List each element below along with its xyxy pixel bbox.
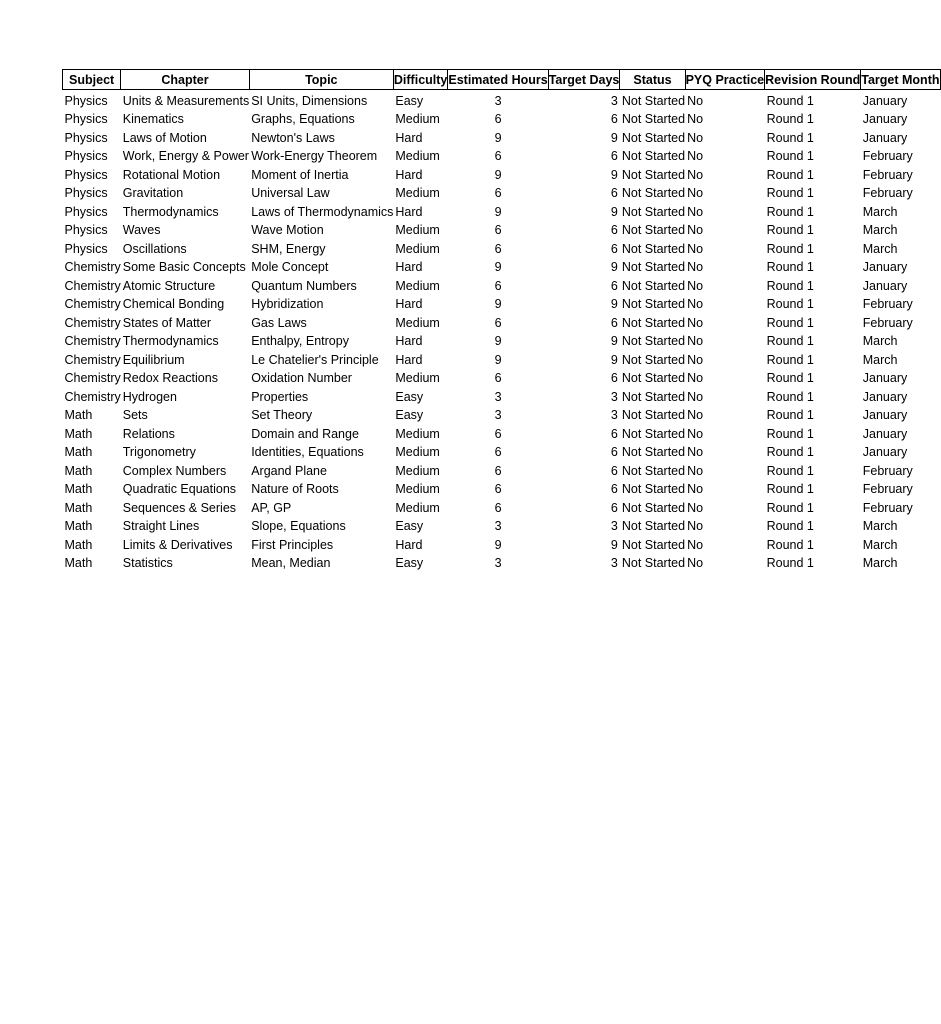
cell-status[interactable]: Not Started bbox=[621, 93, 686, 108]
cell-revision-round[interactable]: Round 1 bbox=[766, 371, 814, 385]
cell-difficulty[interactable]: Easy bbox=[395, 519, 424, 533]
cell-topic[interactable]: AP, GP bbox=[251, 500, 292, 515]
cell-revision-round[interactable]: Round 1 bbox=[766, 537, 814, 552]
cell-target-month[interactable]: February bbox=[862, 186, 913, 200]
cell-estimated-hours[interactable]: 6 bbox=[494, 482, 502, 496]
cell-subject[interactable]: Chemistry bbox=[64, 389, 121, 404]
table-row bbox=[63, 331, 941, 350]
cell-subject[interactable]: Physics bbox=[64, 167, 108, 182]
cell-status[interactable]: Not Started bbox=[621, 149, 686, 163]
cell-chapter[interactable]: Laws of Motion bbox=[122, 130, 207, 145]
cell-pyq-practice[interactable]: No bbox=[687, 371, 704, 385]
cell-pyq-practice[interactable]: No bbox=[687, 204, 704, 219]
cell-difficulty[interactable]: Hard bbox=[395, 204, 423, 219]
cell-pyq-practice[interactable]: No bbox=[687, 93, 704, 108]
table-row bbox=[63, 201, 941, 220]
cell-difficulty[interactable]: Medium bbox=[395, 149, 440, 163]
cell-target-month[interactable]: February bbox=[862, 297, 913, 311]
cell-subject[interactable]: Physics bbox=[64, 204, 108, 219]
cell-target-days[interactable]: 6 bbox=[610, 482, 618, 496]
cell-target-month[interactable]: January bbox=[862, 93, 908, 108]
cell-estimated-hours[interactable]: 6 bbox=[494, 241, 502, 256]
cell-estimated-hours[interactable]: 3 bbox=[494, 93, 502, 108]
table-row bbox=[63, 183, 941, 202]
cell-target-days[interactable]: 3 bbox=[610, 389, 618, 404]
cell-target-month[interactable]: January bbox=[862, 260, 908, 274]
cell-status[interactable]: Not Started bbox=[621, 241, 686, 256]
header-topic[interactable]: Topic bbox=[249, 70, 393, 90]
cell-chapter[interactable]: Thermodynamics bbox=[122, 334, 219, 348]
table-row bbox=[63, 442, 941, 461]
cell-subject[interactable]: Physics bbox=[64, 186, 108, 200]
cell-revision-round[interactable]: Round 1 bbox=[766, 167, 814, 182]
cell-target-days[interactable]: 6 bbox=[610, 278, 618, 293]
cell-estimated-hours[interactable]: 6 bbox=[494, 278, 502, 293]
cell-chapter[interactable]: Limits & Derivatives bbox=[122, 537, 233, 552]
table-row bbox=[63, 275, 941, 294]
cell-subject[interactable]: Math bbox=[64, 482, 93, 496]
cell-target-days[interactable]: 6 bbox=[610, 500, 618, 515]
cell-chapter[interactable]: Sequences & Series bbox=[122, 500, 237, 515]
cell-pyq-practice[interactable]: No bbox=[687, 537, 704, 552]
cell-status[interactable]: Not Started bbox=[621, 352, 686, 367]
cell-chapter[interactable]: Complex Numbers bbox=[122, 463, 227, 478]
cell-status[interactable]: Not Started bbox=[621, 297, 686, 311]
cell-pyq-practice[interactable]: No bbox=[687, 186, 704, 200]
cell-target-days[interactable]: 9 bbox=[610, 297, 618, 311]
cell-chapter[interactable]: Gravitation bbox=[122, 186, 184, 200]
cell-topic[interactable]: Properties bbox=[251, 389, 309, 404]
cell-target-month[interactable]: February bbox=[862, 315, 913, 330]
cell-target-days[interactable]: 6 bbox=[610, 241, 618, 256]
cell-difficulty[interactable]: Medium bbox=[395, 112, 440, 126]
cell-difficulty[interactable]: Medium bbox=[395, 186, 440, 200]
cell-topic[interactable]: Set Theory bbox=[251, 408, 313, 422]
cell-pyq-practice[interactable]: No bbox=[687, 149, 704, 163]
cell-pyq-practice[interactable]: No bbox=[687, 297, 704, 311]
header-pyq-practice[interactable]: PYQ Practice bbox=[685, 70, 765, 90]
cell-status[interactable]: Not Started bbox=[621, 204, 686, 219]
cell-status[interactable]: Not Started bbox=[621, 371, 686, 385]
cell-target-month[interactable]: March bbox=[862, 352, 898, 367]
cell-subject[interactable]: Chemistry bbox=[64, 260, 121, 274]
cell-target-month[interactable]: March bbox=[862, 519, 898, 533]
cell-chapter[interactable]: Quadratic Equations bbox=[122, 482, 237, 496]
cell-revision-round[interactable]: Round 1 bbox=[766, 389, 814, 404]
cell-pyq-practice[interactable]: No bbox=[687, 352, 704, 367]
cell-topic[interactable]: Mole Concept bbox=[251, 260, 329, 274]
cell-difficulty[interactable]: Easy bbox=[395, 389, 424, 404]
cell-chapter[interactable]: Units & Measurements bbox=[122, 93, 250, 108]
cell-pyq-practice[interactable]: No bbox=[687, 556, 704, 570]
cell-subject[interactable]: Math bbox=[64, 445, 93, 459]
cell-estimated-hours[interactable]: 6 bbox=[494, 426, 502, 441]
cell-difficulty[interactable]: Hard bbox=[395, 260, 423, 274]
cell-status[interactable]: Not Started bbox=[621, 426, 686, 441]
cell-topic[interactable]: Hybridization bbox=[251, 297, 324, 311]
cell-pyq-practice[interactable]: No bbox=[687, 241, 704, 256]
cell-target-month[interactable]: March bbox=[862, 537, 898, 552]
cell-revision-round[interactable]: Round 1 bbox=[766, 408, 814, 422]
cell-revision-round[interactable]: Round 1 bbox=[766, 334, 814, 348]
table-row bbox=[63, 146, 941, 165]
cell-topic[interactable]: Enthalpy, Entropy bbox=[251, 334, 349, 348]
cell-pyq-practice[interactable]: No bbox=[687, 445, 704, 459]
cell-status[interactable]: Not Started bbox=[621, 112, 686, 126]
cell-subject[interactable]: Math bbox=[64, 519, 93, 533]
cell-topic[interactable]: Moment of Inertia bbox=[251, 167, 349, 182]
cell-difficulty[interactable]: Easy bbox=[395, 408, 424, 422]
cell-target-days[interactable]: 6 bbox=[610, 371, 618, 385]
cell-estimated-hours[interactable]: 3 bbox=[494, 519, 502, 533]
table-row bbox=[63, 405, 941, 424]
cell-pyq-practice[interactable]: No bbox=[687, 408, 704, 422]
cell-target-days[interactable]: 9 bbox=[610, 204, 618, 219]
cell-status[interactable]: Not Started bbox=[621, 186, 686, 200]
cell-subject[interactable]: Math bbox=[64, 556, 93, 570]
cell-chapter[interactable]: Atomic Structure bbox=[122, 278, 216, 293]
cell-subject[interactable]: Chemistry bbox=[64, 297, 121, 311]
cell-revision-round[interactable]: Round 1 bbox=[766, 315, 814, 330]
cell-difficulty[interactable]: Hard bbox=[395, 167, 423, 182]
cell-estimated-hours[interactable]: 6 bbox=[494, 149, 502, 163]
cell-topic[interactable]: Newton's Laws bbox=[251, 130, 335, 145]
cell-topic[interactable]: Gas Laws bbox=[251, 315, 307, 330]
cell-estimated-hours[interactable]: 6 bbox=[494, 315, 502, 330]
cell-revision-round[interactable]: Round 1 bbox=[766, 260, 814, 274]
cell-difficulty[interactable]: Medium bbox=[395, 482, 440, 496]
cell-revision-round[interactable]: Round 1 bbox=[766, 426, 814, 441]
cell-pyq-practice[interactable]: No bbox=[687, 389, 704, 404]
cell-status[interactable]: Not Started bbox=[621, 463, 686, 478]
cell-chapter[interactable]: Oscillations bbox=[122, 241, 187, 256]
cell-revision-round[interactable]: Round 1 bbox=[766, 278, 814, 293]
cell-topic[interactable]: Nature of Roots bbox=[251, 482, 339, 496]
cell-topic[interactable]: Mean, Median bbox=[251, 556, 331, 570]
table-row bbox=[63, 386, 941, 405]
table-row bbox=[63, 479, 941, 498]
cell-chapter[interactable]: Thermodynamics bbox=[122, 204, 219, 219]
cell-topic[interactable]: Graphs, Equations bbox=[251, 112, 355, 126]
cell-subject[interactable]: Physics bbox=[64, 223, 108, 237]
cell-subject[interactable]: Math bbox=[64, 500, 93, 515]
header-difficulty[interactable]: Difficulty bbox=[393, 70, 447, 90]
cell-status[interactable]: Not Started bbox=[621, 130, 686, 145]
table-row bbox=[63, 109, 941, 128]
cell-status[interactable]: Not Started bbox=[621, 315, 686, 330]
cell-target-month[interactable]: February bbox=[862, 500, 913, 515]
cell-target-days[interactable]: 6 bbox=[610, 186, 618, 200]
cell-status[interactable]: Not Started bbox=[621, 167, 686, 182]
cell-subject[interactable]: Physics bbox=[64, 130, 108, 145]
spreadsheet-table bbox=[62, 69, 941, 571]
cell-target-month[interactable]: January bbox=[862, 130, 908, 145]
cell-difficulty[interactable]: Medium bbox=[395, 426, 440, 441]
cell-revision-round[interactable]: Round 1 bbox=[766, 482, 814, 496]
header-chapter[interactable]: Chapter bbox=[121, 70, 249, 90]
cell-target-days[interactable]: 9 bbox=[610, 260, 618, 274]
table-row bbox=[63, 534, 941, 553]
table-row bbox=[63, 516, 941, 535]
cell-subject[interactable]: Math bbox=[64, 408, 93, 422]
header-estimated-hours[interactable]: Estimated Hours bbox=[448, 70, 548, 90]
cell-subject[interactable]: Physics bbox=[64, 112, 108, 126]
table-row bbox=[63, 460, 941, 479]
cell-difficulty[interactable]: Hard bbox=[395, 352, 423, 367]
cell-target-days[interactable]: 3 bbox=[610, 408, 618, 422]
cell-pyq-practice[interactable]: No bbox=[687, 112, 704, 126]
cell-chapter[interactable]: States of Matter bbox=[122, 315, 211, 330]
cell-subject[interactable]: Chemistry bbox=[64, 278, 121, 293]
cell-difficulty[interactable]: Medium bbox=[395, 241, 440, 256]
cell-pyq-practice[interactable]: No bbox=[687, 482, 704, 496]
table-row bbox=[63, 423, 941, 442]
cell-subject[interactable]: Physics bbox=[64, 241, 108, 256]
cell-revision-round[interactable]: Round 1 bbox=[766, 445, 814, 459]
cell-difficulty[interactable]: Hard bbox=[395, 537, 423, 552]
cell-target-days[interactable]: 6 bbox=[610, 315, 618, 330]
header-target-days[interactable]: Target Days bbox=[548, 70, 620, 90]
cell-status[interactable]: Not Started bbox=[621, 556, 686, 570]
cell-target-month[interactable]: March bbox=[862, 241, 898, 256]
header-revision-round[interactable]: Revision Round bbox=[765, 70, 861, 90]
cell-pyq-practice[interactable]: No bbox=[687, 519, 704, 533]
cell-topic[interactable]: Oxidation Number bbox=[251, 371, 352, 385]
table-row bbox=[63, 238, 941, 257]
cell-status[interactable]: Not Started bbox=[621, 500, 686, 515]
cell-chapter[interactable]: Chemical Bonding bbox=[122, 297, 225, 311]
cell-revision-round[interactable]: Round 1 bbox=[766, 556, 814, 570]
cell-topic[interactable]: Slope, Equations bbox=[251, 519, 346, 533]
cell-estimated-hours[interactable]: 6 bbox=[494, 500, 502, 515]
cell-target-days[interactable]: 6 bbox=[610, 463, 618, 478]
cell-subject[interactable]: Chemistry bbox=[64, 315, 121, 330]
cell-target-month[interactable]: March bbox=[862, 556, 898, 570]
cell-target-month[interactable]: January bbox=[862, 389, 908, 404]
cell-target-month[interactable]: March bbox=[862, 204, 898, 219]
cell-target-days[interactable]: 9 bbox=[610, 130, 618, 145]
cell-estimated-hours[interactable]: 9 bbox=[494, 130, 502, 145]
cell-revision-round[interactable]: Round 1 bbox=[766, 241, 814, 256]
cell-subject[interactable]: Math bbox=[64, 426, 93, 441]
cell-target-days[interactable]: 6 bbox=[610, 149, 618, 163]
table-body bbox=[63, 90, 941, 572]
cell-target-month[interactable]: February bbox=[862, 167, 913, 182]
cell-chapter[interactable]: Sets bbox=[122, 408, 148, 422]
cell-estimated-hours[interactable]: 3 bbox=[494, 389, 502, 404]
cell-status[interactable]: Not Started bbox=[621, 445, 686, 459]
cell-revision-round[interactable]: Round 1 bbox=[766, 204, 814, 219]
cell-status[interactable]: Not Started bbox=[621, 482, 686, 496]
cell-target-days[interactable]: 6 bbox=[610, 223, 618, 237]
cell-pyq-practice[interactable]: No bbox=[687, 500, 704, 515]
cell-chapter[interactable]: Trigonometry bbox=[122, 445, 196, 459]
cell-estimated-hours[interactable]: 9 bbox=[494, 260, 502, 274]
cell-chapter[interactable]: Rotational Motion bbox=[122, 167, 221, 182]
cell-estimated-hours[interactable]: 6 bbox=[494, 371, 502, 385]
cell-subject[interactable]: Physics bbox=[64, 149, 108, 163]
cell-target-month[interactable]: January bbox=[862, 445, 908, 459]
cell-difficulty[interactable]: Medium bbox=[395, 278, 440, 293]
table-row bbox=[63, 497, 941, 516]
cell-chapter[interactable]: Straight Lines bbox=[122, 519, 200, 533]
cell-revision-round[interactable]: Round 1 bbox=[766, 93, 814, 108]
cell-difficulty[interactable]: Medium bbox=[395, 315, 440, 330]
cell-estimated-hours[interactable]: 6 bbox=[494, 112, 502, 126]
cell-status[interactable]: Not Started bbox=[621, 537, 686, 552]
cell-estimated-hours[interactable]: 3 bbox=[494, 408, 502, 422]
cell-difficulty[interactable]: Medium bbox=[395, 500, 440, 515]
cell-difficulty[interactable]: Medium bbox=[395, 445, 440, 459]
cell-topic[interactable]: Argand Plane bbox=[251, 463, 327, 478]
cell-estimated-hours[interactable]: 9 bbox=[494, 297, 502, 311]
table-row bbox=[63, 127, 941, 146]
cell-pyq-practice[interactable]: No bbox=[687, 315, 704, 330]
cell-target-month[interactable]: January bbox=[862, 278, 908, 293]
cell-target-month[interactable]: March bbox=[862, 334, 898, 348]
cell-revision-round[interactable]: Round 1 bbox=[766, 130, 814, 145]
cell-estimated-hours[interactable]: 9 bbox=[494, 352, 502, 367]
cell-target-days[interactable]: 3 bbox=[610, 93, 618, 108]
cell-difficulty[interactable]: Hard bbox=[395, 297, 423, 311]
cell-subject[interactable]: Physics bbox=[64, 93, 108, 108]
cell-estimated-hours[interactable]: 9 bbox=[494, 537, 502, 552]
cell-chapter[interactable]: Waves bbox=[122, 223, 161, 237]
cell-target-days[interactable]: 9 bbox=[610, 167, 618, 182]
cell-subject[interactable]: Chemistry bbox=[64, 352, 121, 367]
header-subject[interactable]: Subject bbox=[63, 70, 121, 90]
cell-estimated-hours[interactable]: 9 bbox=[494, 334, 502, 348]
cell-chapter[interactable]: Equilibrium bbox=[122, 352, 185, 367]
cell-revision-round[interactable]: Round 1 bbox=[766, 519, 814, 533]
table-row bbox=[63, 90, 941, 109]
cell-pyq-practice[interactable]: No bbox=[687, 334, 704, 348]
cell-revision-round[interactable]: Round 1 bbox=[766, 149, 814, 163]
cell-topic[interactable]: Le Chatelier's Principle bbox=[251, 352, 379, 367]
table-row bbox=[63, 553, 941, 572]
cell-target-month[interactable]: February bbox=[862, 149, 913, 163]
cell-status[interactable]: Not Started bbox=[621, 408, 686, 422]
cell-revision-round[interactable]: Round 1 bbox=[766, 463, 814, 478]
cell-topic[interactable]: Laws of Thermodynamics bbox=[251, 204, 394, 219]
cell-target-days[interactable]: 6 bbox=[610, 112, 618, 126]
cell-chapter[interactable]: Redox Reactions bbox=[122, 371, 218, 385]
cell-estimated-hours[interactable]: 9 bbox=[494, 204, 502, 219]
table-row bbox=[63, 368, 941, 387]
cell-subject[interactable]: Math bbox=[64, 463, 93, 478]
cell-status[interactable]: Not Started bbox=[621, 519, 686, 533]
cell-target-month[interactable]: January bbox=[862, 112, 908, 126]
cell-status[interactable]: Not Started bbox=[621, 223, 686, 237]
cell-pyq-practice[interactable]: No bbox=[687, 130, 704, 145]
cell-target-month[interactable]: February bbox=[862, 463, 913, 478]
cell-difficulty[interactable]: Hard bbox=[395, 334, 423, 348]
cell-status[interactable]: Not Started bbox=[621, 334, 686, 348]
cell-chapter[interactable]: Work, Energy & Power bbox=[122, 149, 249, 163]
cell-revision-round[interactable]: Round 1 bbox=[766, 112, 814, 126]
cell-status[interactable]: Not Started bbox=[621, 389, 686, 404]
table-row bbox=[63, 349, 941, 368]
cell-revision-round[interactable]: Round 1 bbox=[766, 223, 814, 237]
cell-revision-round[interactable]: Round 1 bbox=[766, 500, 814, 515]
cell-pyq-practice[interactable]: No bbox=[687, 223, 704, 237]
cell-target-month[interactable]: January bbox=[862, 408, 908, 422]
cell-chapter[interactable]: Hydrogen bbox=[122, 389, 177, 404]
cell-target-month[interactable]: January bbox=[862, 426, 908, 441]
header-status[interactable]: Status bbox=[620, 70, 685, 90]
cell-topic[interactable]: Quantum Numbers bbox=[251, 278, 357, 293]
cell-difficulty[interactable]: Medium bbox=[395, 463, 440, 478]
table-row bbox=[63, 294, 941, 313]
cell-chapter[interactable]: Kinematics bbox=[122, 112, 184, 126]
cell-target-days[interactable]: 3 bbox=[610, 556, 618, 570]
cell-subject[interactable]: Chemistry bbox=[64, 371, 121, 385]
cell-pyq-practice[interactable]: No bbox=[687, 167, 704, 182]
cell-topic[interactable]: SI Units, Dimensions bbox=[251, 93, 368, 108]
cell-estimated-hours[interactable]: 6 bbox=[494, 223, 502, 237]
cell-topic[interactable]: Work-Energy Theorem bbox=[251, 149, 378, 163]
cell-estimated-hours[interactable]: 6 bbox=[494, 463, 502, 478]
cell-pyq-practice[interactable]: No bbox=[687, 463, 704, 478]
cell-subject[interactable]: Math bbox=[64, 537, 93, 552]
table-row bbox=[63, 312, 941, 331]
cell-target-days[interactable]: 9 bbox=[610, 537, 618, 552]
cell-target-days[interactable]: 6 bbox=[610, 445, 618, 459]
cell-chapter[interactable]: Statistics bbox=[122, 556, 173, 570]
cell-pyq-practice[interactable]: No bbox=[687, 278, 704, 293]
cell-difficulty[interactable]: Medium bbox=[395, 371, 440, 385]
table-row bbox=[63, 164, 941, 183]
header-target-month[interactable]: Target Month bbox=[861, 70, 940, 90]
cell-topic[interactable]: First Principles bbox=[251, 537, 334, 552]
cell-target-days[interactable]: 6 bbox=[610, 426, 618, 441]
cell-topic[interactable]: Wave Motion bbox=[251, 223, 324, 237]
cell-topic[interactable]: SHM, Energy bbox=[251, 241, 326, 256]
header-row bbox=[63, 70, 941, 90]
cell-chapter[interactable]: Some Basic Concepts bbox=[122, 260, 246, 274]
cell-difficulty[interactable]: Hard bbox=[395, 130, 423, 145]
cell-target-month[interactable]: January bbox=[862, 371, 908, 385]
cell-topic[interactable]: Domain and Range bbox=[251, 426, 359, 441]
cell-difficulty[interactable]: Easy bbox=[395, 93, 424, 108]
cell-difficulty[interactable]: Medium bbox=[395, 223, 440, 237]
cell-pyq-practice[interactable]: No bbox=[687, 426, 704, 441]
cell-estimated-hours[interactable]: 9 bbox=[494, 167, 502, 182]
cell-status[interactable]: Not Started bbox=[621, 260, 686, 274]
cell-difficulty[interactable]: Easy bbox=[395, 556, 424, 570]
cell-revision-round[interactable]: Round 1 bbox=[766, 186, 814, 200]
cell-revision-round[interactable]: Round 1 bbox=[766, 352, 814, 367]
cell-target-days[interactable]: 9 bbox=[610, 352, 618, 367]
cell-status[interactable]: Not Started bbox=[621, 278, 686, 293]
table-row bbox=[63, 257, 941, 276]
cell-subject[interactable]: Chemistry bbox=[64, 334, 121, 348]
cell-target-month[interactable]: February bbox=[862, 482, 913, 496]
cell-target-month[interactable]: March bbox=[862, 223, 898, 237]
cell-estimated-hours[interactable]: 3 bbox=[494, 556, 502, 570]
cell-topic[interactable]: Universal Law bbox=[251, 186, 330, 200]
cell-chapter[interactable]: Relations bbox=[122, 426, 175, 441]
cell-estimated-hours[interactable]: 6 bbox=[494, 186, 502, 200]
cell-target-days[interactable]: 9 bbox=[610, 334, 618, 348]
cell-topic[interactable]: Identities, Equations bbox=[251, 445, 364, 459]
cell-revision-round[interactable]: Round 1 bbox=[766, 297, 814, 311]
cell-pyq-practice[interactable]: No bbox=[687, 260, 704, 274]
cell-target-days[interactable]: 3 bbox=[610, 519, 618, 533]
table-row bbox=[63, 220, 941, 239]
cell-estimated-hours[interactable]: 6 bbox=[494, 445, 502, 459]
